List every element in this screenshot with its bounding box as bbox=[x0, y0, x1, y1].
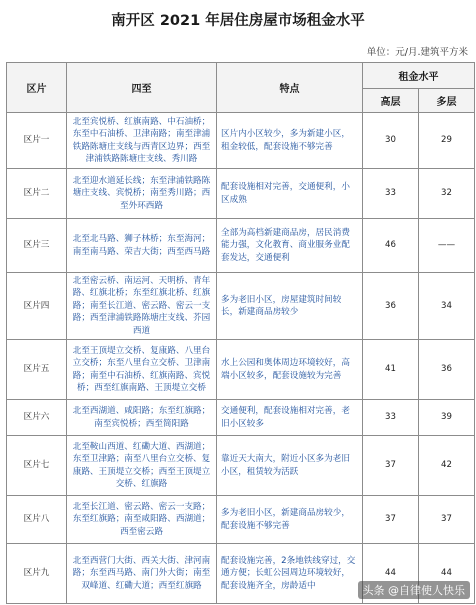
header-boundary: 四至 bbox=[67, 63, 217, 113]
multi-story-rent: 42 bbox=[419, 436, 475, 496]
district-cell: 区片五 bbox=[7, 340, 67, 400]
feature-cell: 配套设施相对完善，交通便利，小区成熟 bbox=[217, 169, 363, 219]
multi-story-rent: 32 bbox=[419, 169, 475, 219]
boundary-cell: 北至宾悦桥、红旗南路、中石油桥；东至中石油桥、卫津南路；南至津浦铁路陈塘庄支线与西青区边界；西至津浦铁路陈塘庄支线、秀川路 bbox=[67, 113, 217, 169]
feature-cell: 配套设施完善，2条地铁线穿过，交通方便；长虹公园周边环境较好，配套设施齐全，房龄适中 bbox=[217, 544, 363, 604]
district-cell: 区片四 bbox=[7, 273, 67, 340]
district-cell: 区片一 bbox=[7, 113, 67, 169]
feature-cell: 多为老旧小区，新建商品房较少，配套设施不够完善 bbox=[217, 496, 363, 544]
feature-cell: 全部为高档新建商品房，居民消费能力强，文化教育、商业服务业配套发达，交通便利 bbox=[217, 219, 363, 273]
table-row bbox=[7, 400, 475, 436]
district-cell: 区片六 bbox=[7, 400, 67, 436]
high-rise-rent: 36 bbox=[363, 273, 419, 340]
header-high-rise: 高层 bbox=[363, 89, 419, 113]
district-cell: 区片八 bbox=[7, 496, 67, 544]
table-row bbox=[7, 219, 475, 273]
boundary-cell: 北至长江道、密云路、密云一支路；东至红旗路；南至咸阳路、西湖道；西至密云路 bbox=[67, 496, 217, 544]
multi-story-rent: 44 bbox=[419, 544, 475, 604]
boundary-cell: 北至迎水道延长线；东至津浦铁路陈塘庄支线、宾悦桥；南至秀川路；西至外环西路 bbox=[67, 169, 217, 219]
boundary-cell: 北至西湖道、咸阳路；东至红旗路；南至宾悦桥；西至简阳路 bbox=[67, 400, 217, 436]
multi-story-rent: 34 bbox=[419, 273, 475, 340]
multi-story-rent: 39 bbox=[419, 400, 475, 436]
feature-cell: 水上公园和奥体周边环境较好，高端小区较多，配套设施较为完善 bbox=[217, 340, 363, 400]
header-rent-level: 租金水平 bbox=[363, 63, 475, 89]
high-rise-rent: 33 bbox=[363, 169, 419, 219]
table-row bbox=[7, 273, 475, 340]
high-rise-rent: 41 bbox=[363, 340, 419, 400]
boundary-cell: 北至北马路、狮子林桥；东至海河；南至南马路、荣吉大街；西至西马路 bbox=[67, 219, 217, 273]
boundary-cell: 北至密云桥、南运河、天明桥、青年路、红旗北桥；东至红旗北桥、红旗路；南至长江道、密云路、密云一支路；西至津浦铁路陈塘庄支线、芥园西道 bbox=[67, 273, 217, 340]
district-cell: 区片七 bbox=[7, 436, 67, 496]
district-cell: 区片三 bbox=[7, 219, 67, 273]
high-rise-rent: 44 bbox=[363, 544, 419, 604]
high-rise-rent: 37 bbox=[363, 436, 419, 496]
high-rise-rent: 33 bbox=[363, 400, 419, 436]
table-row bbox=[7, 340, 475, 400]
table-row bbox=[7, 436, 475, 496]
unit-note: 单位：元/月.建筑平方米 bbox=[366, 47, 468, 58]
multi-story-rent: —— bbox=[419, 219, 475, 273]
table-row bbox=[7, 496, 475, 544]
rent-table bbox=[6, 62, 475, 604]
table-row bbox=[7, 113, 475, 169]
feature-cell: 区片内小区较少，多为新建小区，租金较低，配套设施不够完善 bbox=[217, 113, 363, 169]
table-row bbox=[7, 169, 475, 219]
district-cell: 区片二 bbox=[7, 169, 67, 219]
multi-story-rent: 29 bbox=[419, 113, 475, 169]
high-rise-rent: 30 bbox=[363, 113, 419, 169]
boundary-cell: 北至西营门大街、西关大街、津河南路；东至西马路、南门外大街；南至双峰道、红磡大道；西至红旗路 bbox=[67, 544, 217, 604]
header-district: 区片 bbox=[7, 63, 67, 113]
header-features: 特点 bbox=[217, 63, 363, 113]
page-title: 南开区 2021 年居住房屋市场租金水平 bbox=[111, 13, 365, 29]
high-rise-rent: 37 bbox=[363, 496, 419, 544]
feature-cell: 多为老旧小区，房屋建筑时间较长，新建商品房较少 bbox=[217, 273, 363, 340]
multi-story-rent: 37 bbox=[419, 496, 475, 544]
boundary-cell: 北至王顶堤立交桥、复康路、八里台立交桥；东至八里台立交桥、卫津南路；南至中石油桥、红旗南路、宾悦桥；西至红旗南路、王顶堤立交桥 bbox=[67, 340, 217, 400]
watermark: 头条 @自律使人快乐 bbox=[358, 581, 471, 599]
boundary-cell: 北至鞍山西道、红磡大道、西湖道；东至卫津路；南至八里台立交桥、复康路、王顶堤立交桥；西至王顶堤立交桥、红旗路 bbox=[67, 436, 217, 496]
multi-story-rent: 36 bbox=[419, 340, 475, 400]
feature-cell: 靠近天大南大，附近小区多为老旧小区，租赁较为活跃 bbox=[217, 436, 363, 496]
header-multi-story: 多层 bbox=[419, 89, 475, 113]
district-cell: 区片九 bbox=[7, 544, 67, 604]
high-rise-rent: 46 bbox=[363, 219, 419, 273]
feature-cell: 交通便利，配套设施相对完善，老旧小区较多 bbox=[217, 400, 363, 436]
